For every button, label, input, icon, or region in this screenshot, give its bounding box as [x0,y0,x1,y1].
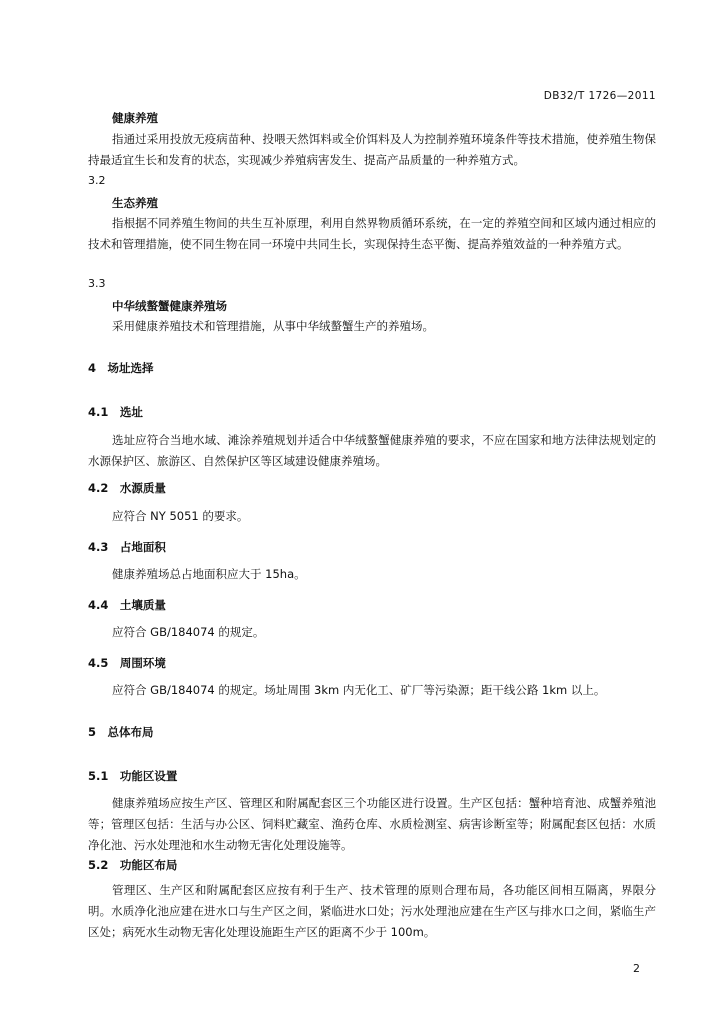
paragraph-4-4: 应符合 GB/184074 的规定。 [112,625,265,639]
section-heading-4-2: 4.2 水源质量 [88,481,166,495]
doc-code: DB32/T 1726—2011 [543,90,656,102]
term-healthy-aquaculture: 健康养殖 [112,111,158,125]
section-heading-4-4: 4.4 土壤质量 [88,598,166,612]
paragraph-5-1: 健康养殖场应按生产区、管理区和附属配套区三个功能区进行设置。生产区包括：蟹种培育池、成蟹养殖池等；管理区包括：生活与办公区、饲料贮藏室、渔药仓库、水质检测室、病害诊断室等；附属配套区包括：水质净化池、污水处理池和水生动物无害化处理设施等。 [88,796,656,852]
page-number: 2 [633,962,640,975]
term-ecological-aquaculture: 生态养殖 [112,196,158,210]
section-heading-5-2: 5.2 功能区布局 [88,858,178,872]
paragraph-4-3: 健康养殖场总占地面积应大于 15ha。 [112,567,306,581]
paragraph-5-2: 管理区、生产区和附属配套区应按有利于生产、技术管理的原则合理布局，各功能区间相互隔离，界限分明。水质净化池应建在进水口与生产区之间，紧临进水口处；污水处理池应建在生产区与排水口之间，紧临生产区处；病死水生动物无害化处理设施距生产区的距离不少于 100m。 [88,883,656,939]
section-heading-4-3: 4.3 占地面积 [88,540,166,554]
section-heading-4: 4 场址选择 [88,361,154,375]
definition-healthy-aquaculture: 指通过采用投放无疫病苗种、投喂天然饵料或全价饵料及人为控制养殖环境条件等技术措施，使养殖生物保持最适宜生长和发育的状态，实现减少养殖病害发生、提高产品质量的一种养殖方式。 [88,132,656,167]
section-heading-4-1: 4.1 选址 [88,405,143,419]
section-heading-5-1: 5.1 功能区设置 [88,769,178,783]
section-heading-4-5: 4.5 周围环境 [88,656,166,670]
term-crab-farm: 中华绒螯蟹健康养殖场 [112,299,227,313]
paragraph-4-2: 应符合 NY 5051 的要求。 [112,509,249,523]
paragraph-4-1: 选址应符合当地水域、滩涂养殖规划并适合中华绒螯蟹健康养殖的要求，不应在国家和地方法律法规划定的水源保护区、旅游区、自然保护区等区域建设健康养殖场。 [88,433,656,468]
definition-crab-farm: 采用健康养殖技术和管理措施，从事中华绒螯蟹生产的养殖场。 [112,319,434,333]
definition-ecological-aquaculture: 指根据不同养殖生物间的共生互补原理，利用自然界物质循环系统，在一定的养殖空间和区域内通过相应的技术和管理措施，使不同生物在同一环境中共同生长，实现保持生态平衡、提高养殖效益的一种养殖方式。 [88,216,656,251]
clause-number-3-3: 3.3 [88,277,106,290]
section-heading-5: 5 总体布局 [88,725,154,739]
paragraph-4-5: 应符合 GB/184074 的规定。场址周围 3km 内无化工、矿厂等污染源；距干线公路 1km 以上。 [112,683,606,697]
clause-number-3-2: 3.2 [88,174,106,187]
